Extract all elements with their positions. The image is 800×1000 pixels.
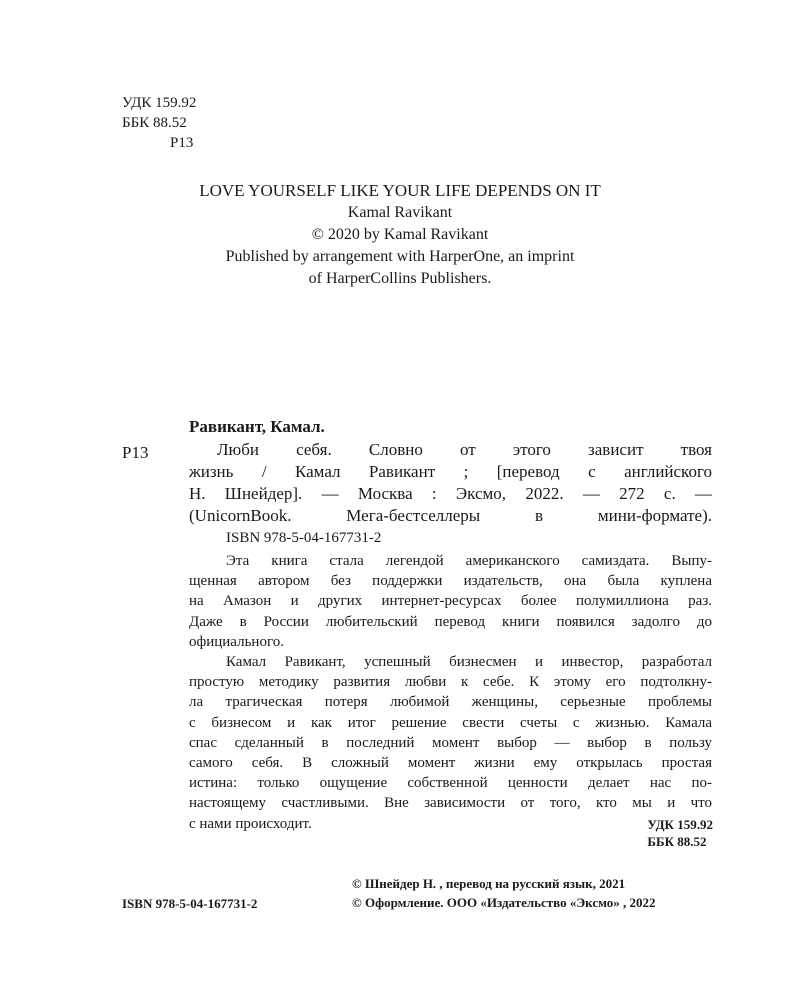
publisher-line-1: Published by arrangement with HarperOne, an imprint bbox=[225, 248, 575, 265]
copyright-block bbox=[352, 874, 656, 912]
abstract-line: простую методику развития любви к себе. К этому его подтолкну- bbox=[189, 674, 712, 691]
classification-block-top bbox=[122, 93, 196, 153]
description-line: (UnicornBook. Мега-бестселлеры в мини-формате). bbox=[189, 506, 712, 525]
abstract-line: ла трагическая потеря любимой женщины, серьезные проблемы bbox=[189, 694, 712, 711]
abstract-line: официального. bbox=[189, 633, 284, 650]
catalog-shelf-mark: Р13 bbox=[122, 443, 149, 462]
design-copyright: © Оформление. ООО «Издательство «Эксмо» , 2022 bbox=[352, 895, 656, 910]
udk-code: УДК 159.92 bbox=[122, 95, 197, 111]
catalog-isbn: ISBN 978-5-04-167731-2 bbox=[226, 530, 382, 546]
abstract-line: настоящему счастливыми. Вне зависимости от того, кто мы и что bbox=[189, 795, 712, 812]
description-line: Люби себя. Словно от этого зависит твоя bbox=[217, 440, 712, 459]
abstract bbox=[189, 551, 712, 834]
abstract-line: истина: только ощущение собственной ценности делает нас по- bbox=[189, 775, 712, 792]
original-copyright: © 2020 by Kamal Ravikant bbox=[311, 226, 489, 243]
bbk-code: ББК 88.52 bbox=[122, 115, 187, 131]
original-title: LOVE YOURSELF LIKE YOUR LIFE DEPENDS ON IT bbox=[199, 181, 601, 200]
footer-isbn: ISBN 978-5-04-167731-2 bbox=[122, 896, 258, 911]
description-line: жизнь / Камал Равикант ; [перевод с английского bbox=[189, 462, 712, 481]
abstract-line: спас сделанный в последний момент выбор — выбор в пользу bbox=[189, 734, 712, 751]
abstract-line: Даже в России любительский перевод книги появился задолго до bbox=[189, 613, 712, 630]
bbk-code-bottom: ББК 88.52 bbox=[647, 834, 707, 849]
translation-copyright: © Шнейдер Н. , перевод на русский язык, 2021 bbox=[352, 876, 626, 891]
abstract-line: щенная автором без поддержки издательств, она была куплена bbox=[189, 573, 712, 590]
abstract-line: Эта книга стала легендой американского самиздата. Выпу- bbox=[226, 553, 712, 569]
catalog-author-heading: Равикант, Камал. bbox=[189, 417, 325, 436]
original-edition-block bbox=[0, 180, 800, 290]
publisher-line-2: of HarperCollins Publishers. bbox=[308, 270, 492, 287]
original-author: Kamal Ravikant bbox=[347, 204, 453, 221]
abstract-line: Камал Равикант, успешный бизнесмен и инвестор, разработал bbox=[226, 654, 712, 671]
abstract-line: на Амазон и других интернет-ресурсах более полумиллиона раз. bbox=[189, 593, 712, 610]
classification-block-bottom bbox=[647, 816, 713, 850]
author-mark: Р13 bbox=[170, 135, 194, 151]
abstract-line: самого себя. В сложный момент жизни ему открылась простая bbox=[189, 755, 712, 772]
abstract-line: с бизнесом и как итог решение свести счеты с жизнью. Камала bbox=[189, 714, 712, 731]
description-line: Н. Шнейдер]. — Москва : Эксмо, 2022. — 272 с. — bbox=[189, 484, 712, 503]
udk-code-bottom: УДК 159.92 bbox=[647, 817, 713, 832]
catalog-description bbox=[189, 439, 712, 527]
abstract-line: с нами происходит. bbox=[189, 815, 312, 832]
